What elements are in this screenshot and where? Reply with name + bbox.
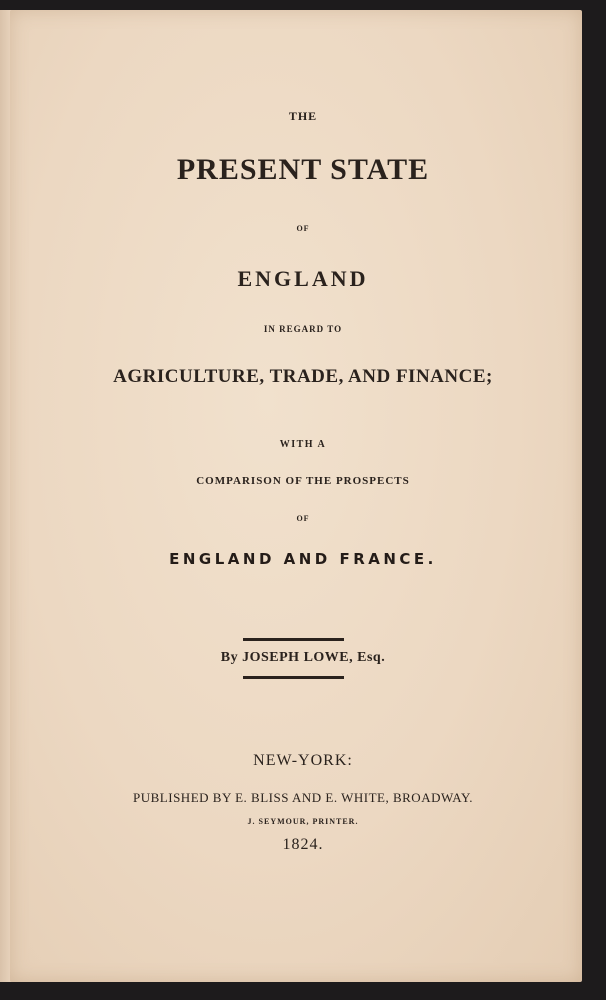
divider-rule-bottom: [243, 676, 344, 679]
author-byline: By JOSEPH LOWE, Esq.: [220, 650, 386, 665]
imprint-city: NEW-YORK:: [253, 752, 353, 769]
imprint-year: 1824.: [282, 836, 324, 853]
divider-rule-top: [243, 638, 344, 641]
subtitle-countries: ENGLAND AND FRANCE.: [169, 550, 437, 568]
subtitle-connector-of: OF: [296, 514, 310, 523]
subtitle-comparison: COMPARISON OF THE PROSPECTS: [196, 475, 410, 487]
title-country: ENGLAND: [237, 266, 369, 291]
title-subjects: AGRICULTURE, TRADE, AND FINANCE;: [113, 366, 493, 387]
imprint-printer: J. SEYMOUR, PRINTER.: [247, 817, 359, 826]
book-title: PRESENT STATE: [176, 153, 430, 186]
subtitle-connector-with: WITH A: [279, 439, 327, 450]
title-connector-of: OF: [296, 224, 310, 233]
title-article: THE: [288, 109, 318, 123]
imprint-publisher: PUBLISHED BY E. BLISS AND E. WHITE, BROADWAY.: [133, 790, 473, 805]
title-connector-regard: IN REGARD TO: [263, 324, 343, 334]
